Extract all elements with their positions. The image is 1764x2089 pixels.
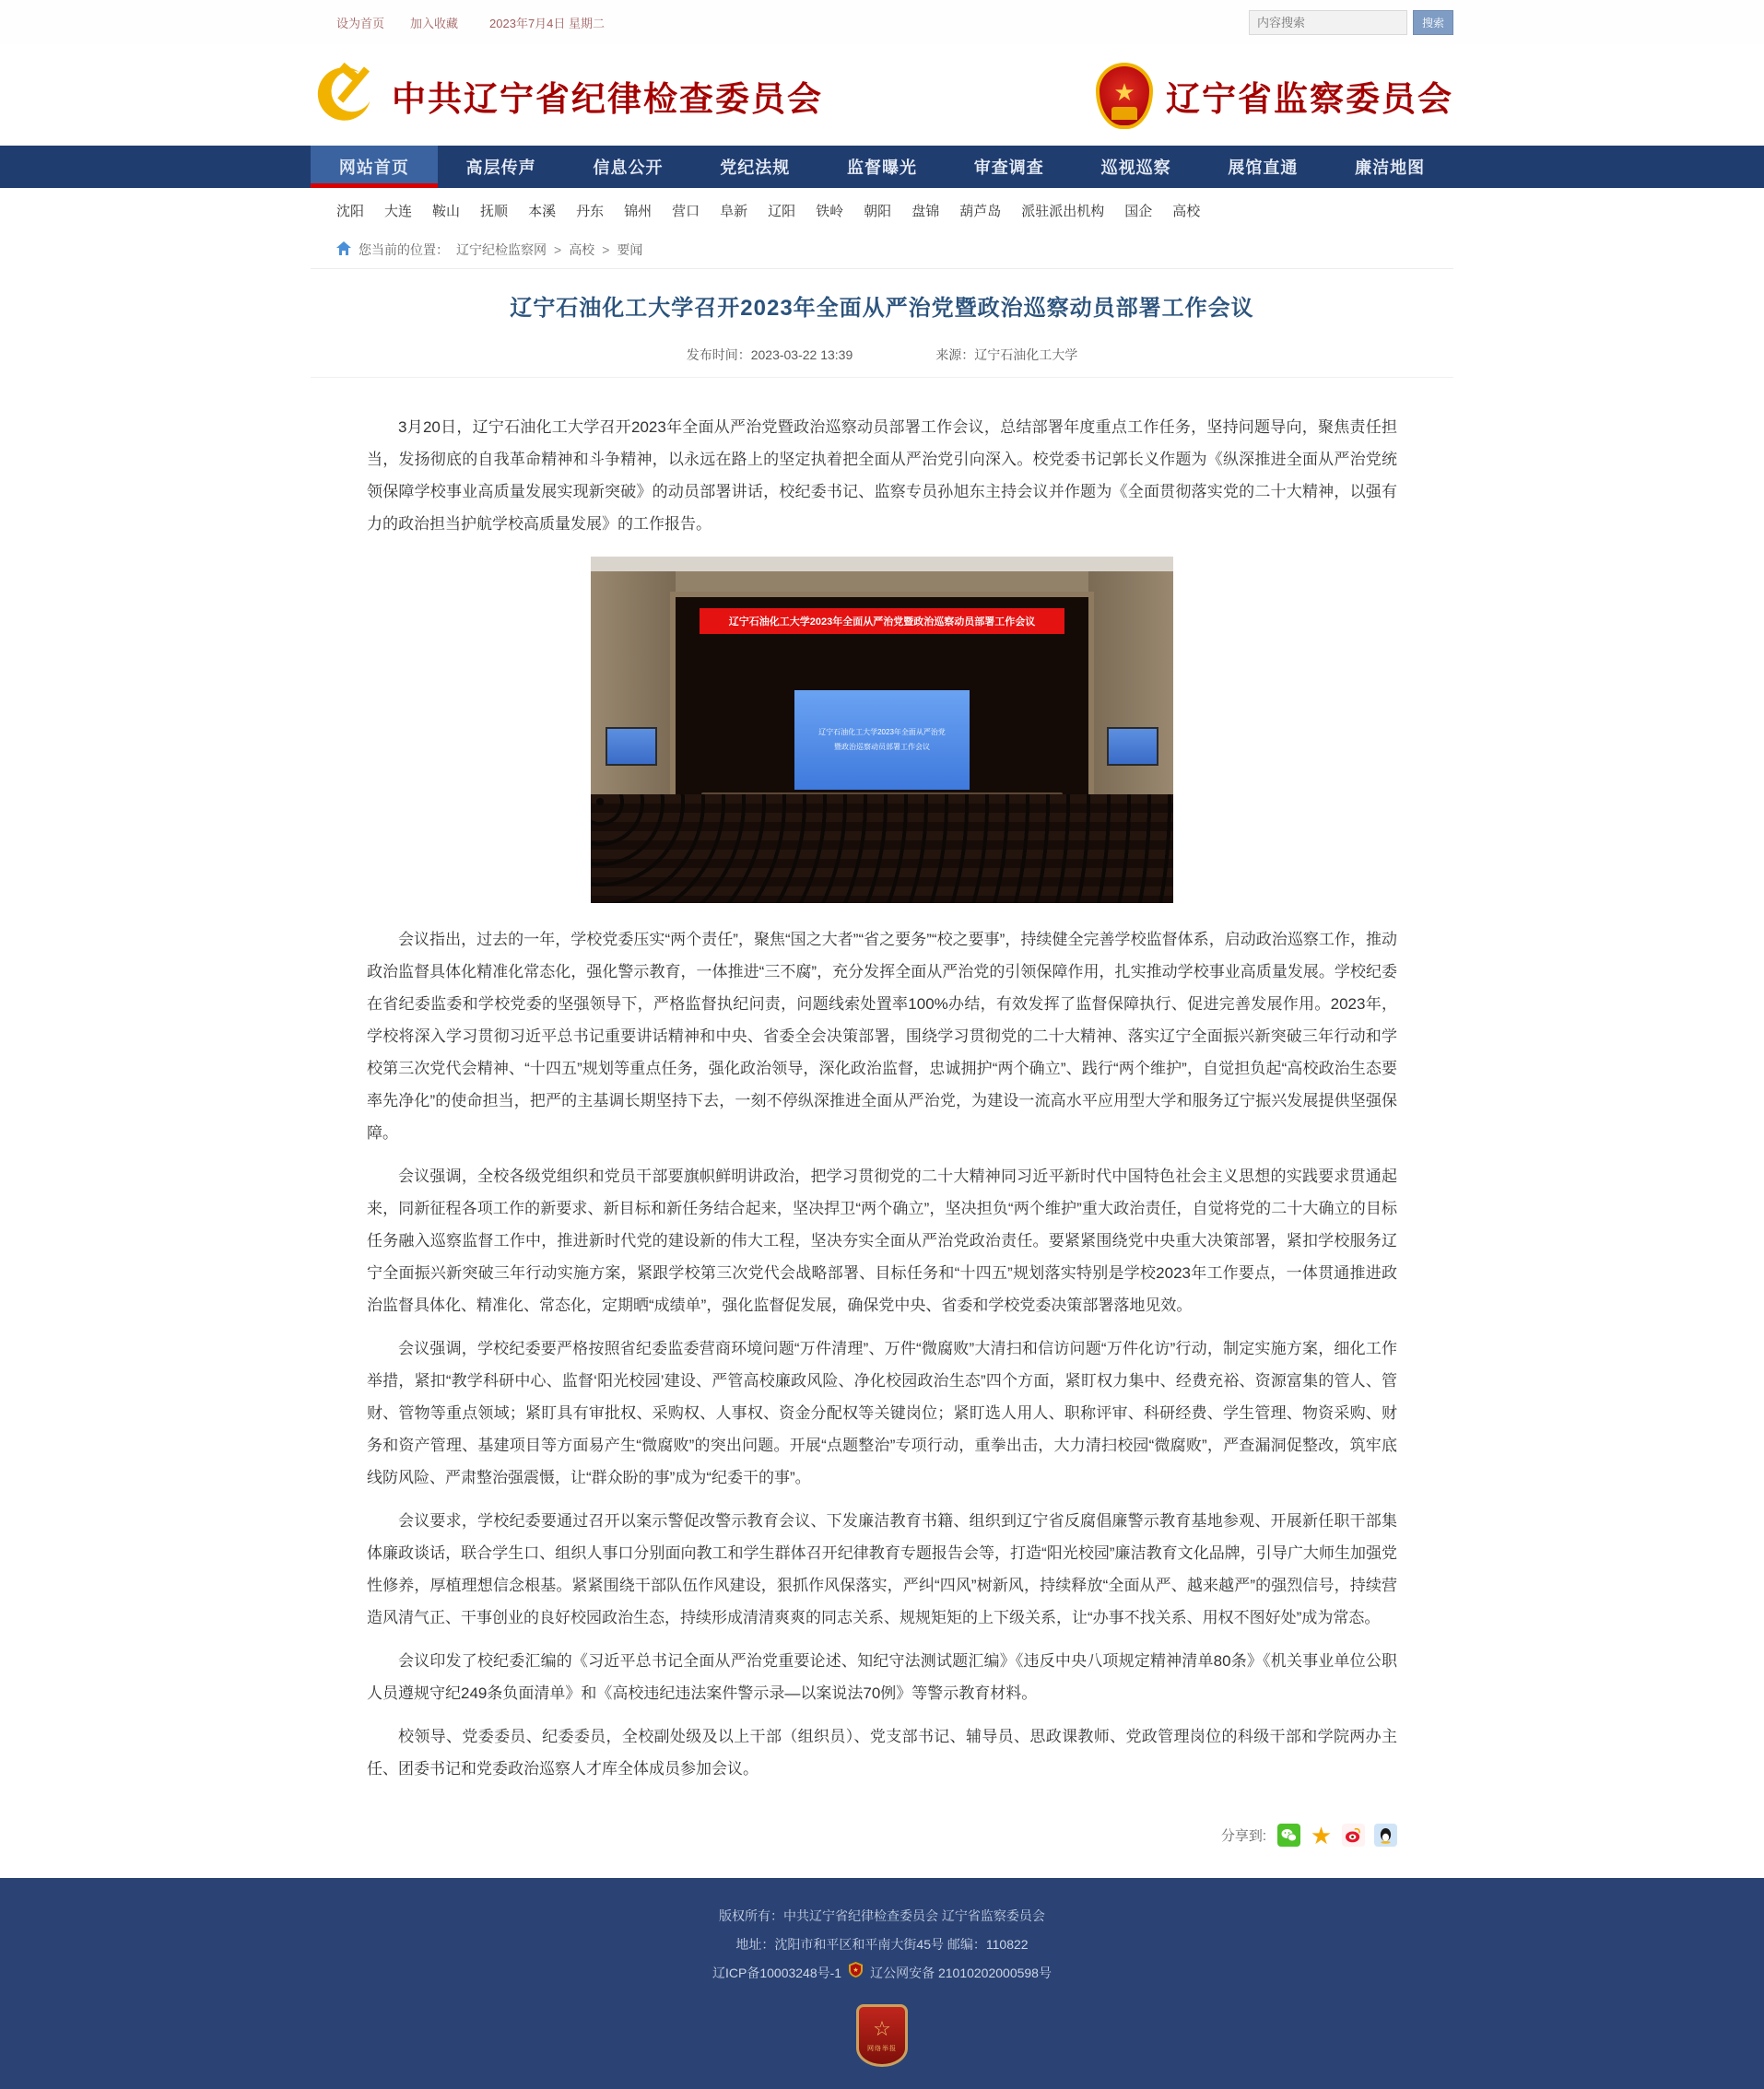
article-paragraph: 3月20日，辽宁石油化工大学召开2023年全面从严治党暨政治巡察动员部署工作会议，总结部署年度重点工作任务，坚持问题导向，聚焦责任担当，发扬彻底的自我革命精神和斗争精神，以永远在路上的坚定执着把全面从严治党引向深入。校党委书记郭长义作题为《纵深推进全面从严治党统领保障学校事业高质量发展实现新突破》的动员部署讲话，校纪委书记、监察专员孙旭东主持会议并作题为《全面贯彻落实党的二十大精神，以强有力的政治担当护航学校高质量发展》的工作报告。 xyxy=(367,418,1397,533)
city-link-dalian[interactable]: 大连 xyxy=(384,204,413,219)
report-badge-emblem-icon: ☆ xyxy=(873,2016,891,2040)
photo-screen-line2: 暨政治巡察动员部署工作会议 xyxy=(834,743,930,751)
nav-item-home[interactable]: 网站首页 xyxy=(311,146,438,188)
city-link-fuxin[interactable]: 阜新 xyxy=(720,204,748,219)
article-paragraph: 会议印发了校纪委汇编的《习近平总书记全面从严治党重要论述、知纪守法测试题汇编》《违反中央八项规定精神清单80条》《机关事业单位公职人员遵规守纪249条负面清单》和《高校违纪违法案件警示录—以案说法70例》等警示教育材料。 xyxy=(367,1652,1397,1702)
supervisory-commission-logo xyxy=(1096,63,1453,129)
photo-wall xyxy=(1088,571,1173,802)
article-paragraph: 会议指出，过去的一年，学校党委压实“两个责任”，聚焦“国之大者”“省之要务”“校之要事”，持续健全完善学校监督体系，启动政治巡察工作，推动政治监督具体化精准化常态化，强化警示教育，一体推进“三不腐”，充分发挥全面从严治党的引领保障作用，扎实推动学校事业高质量发展。学校纪委在省纪委监委和学校党委的坚强领导下，严格监督执纪问责，问题线索处置率100%办结，有效发挥了监督保障执行、促进完善发展作用。2023年，学校将深入学习贯彻习近平总书记重要讲话精神和中央、省委全会决策部署，围绕学习贯彻党的二十大精神、落实辽宁全面振兴新突破三年行动和学校第三次党代会精神、“十四五”规划等重点任务，强化政治领导，深化政治监督，忠诚拥护“两个确立”、践行“两个维护”，自觉担负起“高校政治生态要率先净化”的使命担当，把严的主基调长期坚持下去，一刻不停纵深推进全面从严治党，为建设一流高水平应用型大学和服务辽宁振兴发展提供坚强保障。 xyxy=(367,931,1397,1142)
photo-side-screen xyxy=(606,727,657,766)
share-bar xyxy=(367,1821,1397,1849)
wechat-share-icon[interactable] xyxy=(1277,1824,1300,1847)
national-emblem-icon: ★ xyxy=(1096,63,1153,129)
breadcrumb xyxy=(0,229,1764,268)
police-badge-icon xyxy=(849,1959,863,1988)
page-footer xyxy=(0,1878,1764,2089)
add-favorite-link[interactable]: 加入收藏 xyxy=(410,16,459,30)
publish-time: 发布时间：2023-03-22 13:39 xyxy=(686,347,853,362)
city-link-panjin[interactable]: 盘锦 xyxy=(911,204,940,219)
article-paragraph: 会议强调，全校各级党组织和党员干部要旗帜鲜明讲政治，把学习贯彻党的二十大精神同习近平新时代中国特色社会主义思想的实践要求贯通起来，同新征程各项工作的新要求、新目标和新任务结合起来，坚决捍卫“两个确立”，坚决担负“两个维护”重大政治责任，自觉将党的二十大确立的目标任务融入巡察监督工作中，推进新时代党的建设新的伟大工程，坚决夯实全面从严治党政治责任。要紧紧围绕党中央重大决策部署，紧扣学校服务辽宁全面振兴新突破三年行动实施方案，紧跟学校第三次党代会战略部署、目标任务和“十四五”规划落实特别是学校2023年工作要点，一体贯通推进政治监督具体化、精准化、常态化，定期晒“成绩单”，强化监督促发展，确保党中央、省委和学校党委决策部署落地见效。 xyxy=(367,1168,1397,1314)
breadcrumb-category-link[interactable]: 高校 xyxy=(569,242,595,257)
share-label: 分享到: xyxy=(1220,1828,1266,1844)
link-universities[interactable]: 高校 xyxy=(1172,204,1201,219)
article-body xyxy=(367,391,1397,1824)
left-org-title: 中共辽宁省纪律检查委员会 xyxy=(392,80,823,118)
discipline-commission-logo xyxy=(311,59,823,133)
article-meta xyxy=(311,346,1453,378)
photo-banner-text: 辽宁石油化工大学2023年全面从严治党暨政治巡察动员部署工作会议 xyxy=(700,608,1064,634)
city-link-chaoyang[interactable]: 朝阳 xyxy=(864,204,892,219)
article-source: 来源：辽宁石油化工大学 xyxy=(935,347,1078,362)
current-date: 2023年7月4日 星期二 xyxy=(489,16,606,30)
icp-license-link[interactable]: 辽ICP备10003248号-1 xyxy=(712,1966,842,1980)
article-paragraph: 会议要求，学校纪委要通过召开以案示警促改警示教育会议、下发廉洁教育书籍、组织到辽宁省反腐倡廉警示教育基地参观、开展新任职干部集体廉政谈话，联合学生口、组织人事口分别面向教工和学生群体召开纪律教育专题报告会等，打造“阳光校园”廉洁教育文化品牌，引导广大师生加强党性修养，厚植理想信念根基。紧紧围绕干部队伍作风建设，狠抓作风保落实，严纠“四风”树新风，持续释放“全面从严、越来越严”的强烈信号，持续营造风清气正、干事创业的良好校园政治生态，持续形成清清爽爽的同志关系、规规矩矩的上下级关系，让“办事不找关系、用权不图好处”成为常态。 xyxy=(367,1512,1397,1626)
city-link-tieling[interactable]: 铁岭 xyxy=(816,204,844,219)
right-org-title: 辽宁省监察委员会 xyxy=(1166,80,1453,118)
photo-projection-screen xyxy=(794,690,970,790)
city-link-anshan[interactable]: 鞍山 xyxy=(432,204,461,219)
city-link-yingkou[interactable]: 营口 xyxy=(672,204,700,219)
city-link-benxi[interactable]: 本溪 xyxy=(528,204,557,219)
breadcrumb-separator: > xyxy=(602,242,610,257)
conference-photo xyxy=(591,557,1173,903)
link-dispatched-agencies[interactable]: 派驻派出机构 xyxy=(1021,204,1105,219)
city-link-liaoyang[interactable]: 辽阳 xyxy=(768,204,796,219)
breadcrumb-separator: > xyxy=(554,242,562,257)
search-button[interactable]: 搜索 xyxy=(1413,10,1453,35)
party-emblem-icon xyxy=(311,59,379,133)
nav-item-investigation[interactable]: 审查调查 xyxy=(973,158,1044,177)
report-badge-label: 网络举报 xyxy=(867,2045,897,2052)
search-input[interactable] xyxy=(1249,10,1407,35)
nav-item-supervision-exposure[interactable]: 监督曝光 xyxy=(847,158,918,177)
photo-audience xyxy=(591,794,1173,903)
footer-copyright: 版权所有：中共辽宁省纪律检查委员会 辽宁省监察委员会 xyxy=(719,1908,1045,1923)
photo-screen-line1: 辽宁石油化工大学2023年全面从严治党 xyxy=(818,728,946,736)
nav-item-exhibition[interactable]: 展馆直通 xyxy=(1228,158,1299,177)
main-navigation xyxy=(0,146,1764,188)
set-homepage-link[interactable]: 设为首页 xyxy=(336,16,385,30)
nav-item-top-voice[interactable]: 高层传声 xyxy=(465,158,536,177)
internet-report-badge[interactable] xyxy=(856,2004,908,2067)
qq-share-icon[interactable] xyxy=(1374,1824,1397,1847)
city-link-shenyang[interactable]: 沈阳 xyxy=(336,204,365,219)
weibo-share-icon[interactable] xyxy=(1342,1824,1365,1847)
photo-wall xyxy=(591,571,676,802)
article-container xyxy=(311,268,1453,1847)
breadcrumb-site-link[interactable]: 辽宁纪检监察网 xyxy=(456,242,547,257)
city-links-bar xyxy=(0,188,1764,229)
article-title: 辽宁石油化工大学召开2023年全面从严治党暨政治巡察动员部署工作会议 xyxy=(510,296,1254,321)
nav-item-integrity-map[interactable]: 廉洁地图 xyxy=(1355,158,1426,177)
city-link-fushun[interactable]: 抚顺 xyxy=(480,204,509,219)
city-link-jinzhou[interactable]: 锦州 xyxy=(624,204,653,219)
nav-item-inspection[interactable]: 巡视巡察 xyxy=(1100,158,1171,177)
search-bar xyxy=(1249,10,1453,35)
nav-item-party-rules[interactable]: 党纪法规 xyxy=(720,158,791,177)
public-security-record-link[interactable]: 辽公网安备 21010202000598号 xyxy=(870,1966,1052,1980)
svg-text:★: ★ xyxy=(853,1967,859,1974)
home-icon xyxy=(336,241,351,258)
city-link-dandong[interactable]: 丹东 xyxy=(576,204,605,219)
article-paragraph: 会议强调，学校纪委要严格按照省纪委监委营商环境问题“万件清理”、万件“微腐败”大清扫和信访问题“万件化访”行动，制定实施方案，细化工作举措，紧扣“教学科研中心、监督‘阳光校园’建设、严管高校廉政风险、净化校园政治生态”四个方面，紧盯权力集中、经费充裕、资源富集的管人、管财、管物等重点领域；紧盯具有审批权、采购权、人事权、资金分配权等关键岗位；紧盯选人用人、职称评审、科研经费、学生管理、物资采购、财务和资产管理、基建项目等方面易产生“微腐败”的突出问题。开展“点题整治”专项行动，重拳出击，大力清扫校园“微腐败”，严查漏洞促整改，筑牢底线防风险、严肃整治强震慑，让“群众盼的事”成为“纪委干的事”。 xyxy=(367,1340,1397,1486)
top-bar xyxy=(0,0,1764,44)
qzone-share-icon[interactable]: ★ xyxy=(1310,1821,1333,1849)
nav-item-info-disclosure[interactable]: 信息公开 xyxy=(593,158,664,177)
footer-address: 地址：沈阳市和平区和平南大街45号 邮编：110822 xyxy=(735,1937,1029,1952)
article-paragraph: 校领导、党委委员、纪委委员，全校副处级及以上干部（组织员）、党支部书记、辅导员、思政课教师、党政管理岗位的科级干部和学院两办主任、团委书记和党委政治巡察人才库全体成员参加会议。 xyxy=(367,1728,1397,1778)
breadcrumb-page-link[interactable]: 要闻 xyxy=(617,242,643,257)
city-link-huludao[interactable]: 葫芦岛 xyxy=(959,204,1002,219)
breadcrumb-prefix: 您当前的位置： xyxy=(359,242,449,257)
link-state-enterprises[interactable]: 国企 xyxy=(1124,204,1153,219)
masthead xyxy=(0,44,1764,146)
photo-side-screen xyxy=(1107,727,1158,766)
